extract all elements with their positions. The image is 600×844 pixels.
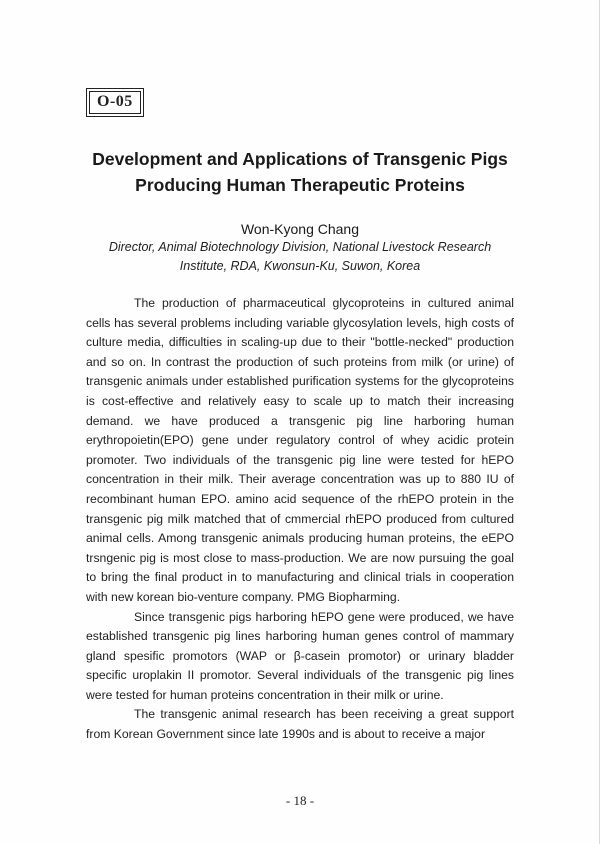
session-code-box <box>86 88 144 117</box>
affiliation-line-1: Director, Animal Biotechnology Division, National Livestock Research <box>108 240 492 254</box>
paper-title-line-2: Producing Human Therapeutic Proteins <box>135 175 465 195</box>
session-code: O-05 <box>89 91 141 114</box>
body-paragraph-1: The production of pharmaceutical glycoproteins in cultured animal cells has several problems including variable glycosylation levels, high costs of culture media, difficulties in scaling-up due to their "bottle-necked" production and so on. In contrast the production of such proteins from milk (or urine) of transgenic animals under established purification systems for the glycoproteins is cost-effective and relatively easy to scale up to match their increasing demand. we have produced a transgenic pig line harboring human erythropoietin(EPO) gene under regulatory control of whey acidic protein promoter. Two individuals of the transgenic pig line were tested for hEPO concentration in their milk. Their average concentration was up to 880 IU of recombinant human EPO. amino acid sequence of the rhEPO protein in the transgenic pig milk matched that of cmmercial rhEPO produced from cultured animal cells. Among transgenic animals producing human proteins, the eEPO trsngenic pig is most close to mass-production. We are now pursuing the goal to bring the final product in to manufacturing and clinical trials in cooperation with new korean bio-venture company. PMG Biopharming. <box>86 296 514 604</box>
author-affiliation <box>0 238 600 276</box>
body-paragraph-3: The transgenic animal research has been receiving a great support from Korean Government since late 1990s and is about to receive a major <box>86 707 514 742</box>
affiliation-line-2: Institute, RDA, Kwonsun-Ku, Suwon, Korea <box>179 259 421 273</box>
abstract-body <box>86 294 514 745</box>
body-paragraph-2: Since transgenic pigs harboring hEPO gene were produced, we have established transgenic pig lines harboring human genes control of mammary gland spesific promotors (WAP or β-casein promotor) or urinary bladder specific uroplakin II promotor. Several individuals of the transgenic pig lines were tested for human proteins concentration in their milk or urine. <box>86 609 514 702</box>
paper-title <box>0 146 600 198</box>
paper-title-line-1: Development and Applications of Transgenic Pigs <box>92 149 508 169</box>
page-number: - 18 - <box>285 793 315 808</box>
author-name: Won-Kyong Chang <box>240 221 360 237</box>
